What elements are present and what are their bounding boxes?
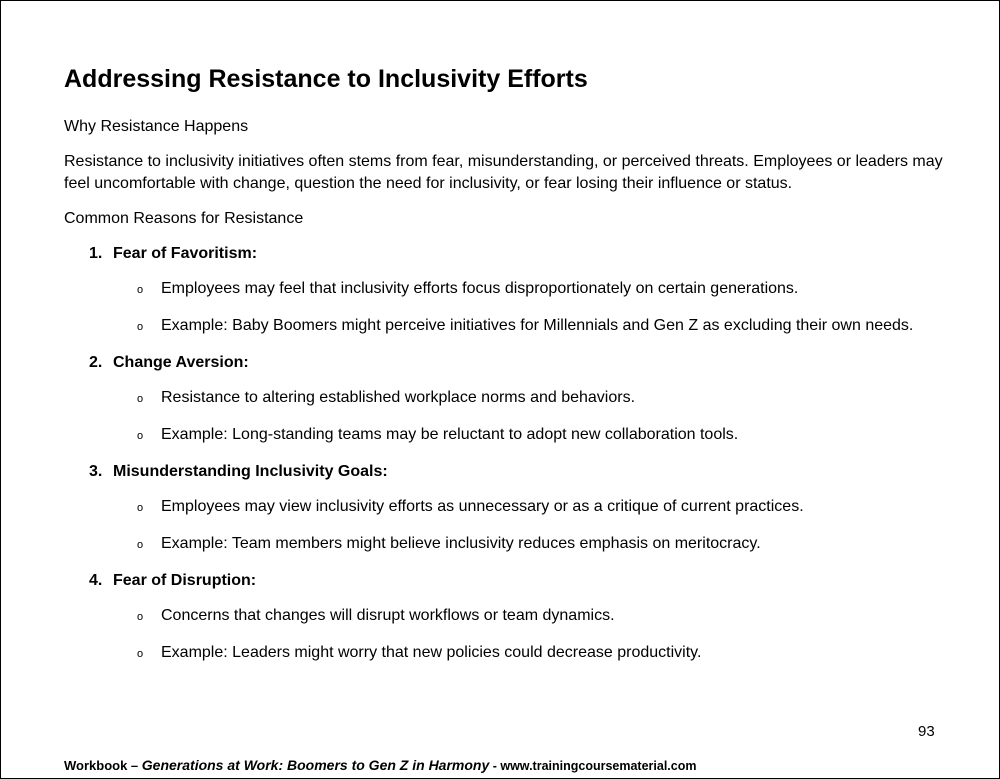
reason-point [64, 533, 944, 557]
reason-point-text: Example: Baby Boomers might perceive initiatives for Millennials and Gen Z as excluding their own needs. [161, 317, 914, 334]
hollow-bullet-icon: o [137, 393, 144, 405]
reason-item [64, 243, 944, 339]
reason-point [64, 315, 944, 339]
hollow-bullet-icon: o [137, 611, 144, 623]
section-heading-reasons: Common Reasons for Resistance [64, 210, 304, 227]
page-title: Addressing Resistance to Inclusivity Efforts [64, 65, 588, 93]
reason-title: Fear of Disruption: [113, 572, 257, 589]
reason-points [64, 387, 944, 448]
footer-separator: - [489, 759, 501, 773]
reason-title: Fear of Favoritism: [113, 245, 258, 262]
reason-number: 2. [89, 354, 103, 371]
reason-heading [64, 570, 944, 592]
reason-point [64, 278, 944, 302]
hollow-bullet-icon: o [137, 321, 144, 333]
reason-heading [64, 461, 944, 483]
footer-website: www.trainingcoursematerial.com [500, 759, 697, 773]
reasons-list [64, 243, 944, 666]
page-number: 93 [918, 723, 935, 740]
hollow-bullet-icon: o [137, 284, 144, 296]
reason-item [64, 570, 944, 666]
reason-heading [64, 243, 944, 265]
reason-point-text: Resistance to altering established workplace norms and behaviors. [161, 389, 636, 406]
reason-point-text: Employees may feel that inclusivity efforts focus disproportionately on certain generations. [161, 280, 799, 297]
reason-number: 1. [89, 245, 103, 262]
reason-points [64, 605, 944, 666]
section-heading-why: Why Resistance Happens [64, 118, 249, 135]
reason-point [64, 496, 944, 520]
reason-point [64, 424, 944, 448]
page-footer [64, 756, 696, 775]
footer-book-title: Generations at Work: Boomers to Gen Z in Harmony [141, 757, 490, 773]
hollow-bullet-icon: o [137, 539, 144, 551]
reason-point [64, 642, 944, 666]
footer-prefix: Workbook – [64, 758, 142, 773]
reason-point [64, 605, 944, 629]
reason-point-text: Example: Long-standing teams may be reluctant to adopt new collaboration tools. [161, 426, 739, 443]
reason-number: 4. [89, 572, 103, 589]
reason-title: Change Aversion: [113, 354, 249, 371]
page-content [64, 62, 944, 679]
reason-item [64, 352, 944, 448]
reason-number: 3. [89, 463, 103, 480]
reason-point-text: Employees may view inclusivity efforts as unnecessary or as a critique of current practices. [161, 498, 804, 515]
reason-point-text: Example: Team members might believe inclusivity reduces emphasis on meritocracy. [161, 535, 761, 552]
intro-paragraph: Resistance to inclusivity initiatives often stems from fear, misunderstanding, or perceived threats. Employees or leaders may feel uncomfortable with change, question the need for inclusivity, or fear losing their influence or status. [64, 153, 943, 192]
reason-point-text: Concerns that changes will disrupt workflows or team dynamics. [161, 607, 615, 624]
reason-points [64, 496, 944, 557]
reason-point [64, 387, 944, 411]
reason-title: Misunderstanding Inclusivity Goals: [113, 463, 388, 480]
hollow-bullet-icon: o [137, 648, 144, 660]
reason-item [64, 461, 944, 557]
reason-points [64, 278, 944, 339]
reason-point-text: Example: Leaders might worry that new policies could decrease productivity. [161, 644, 702, 661]
hollow-bullet-icon: o [137, 430, 144, 442]
reason-heading [64, 352, 944, 374]
hollow-bullet-icon: o [137, 502, 144, 514]
